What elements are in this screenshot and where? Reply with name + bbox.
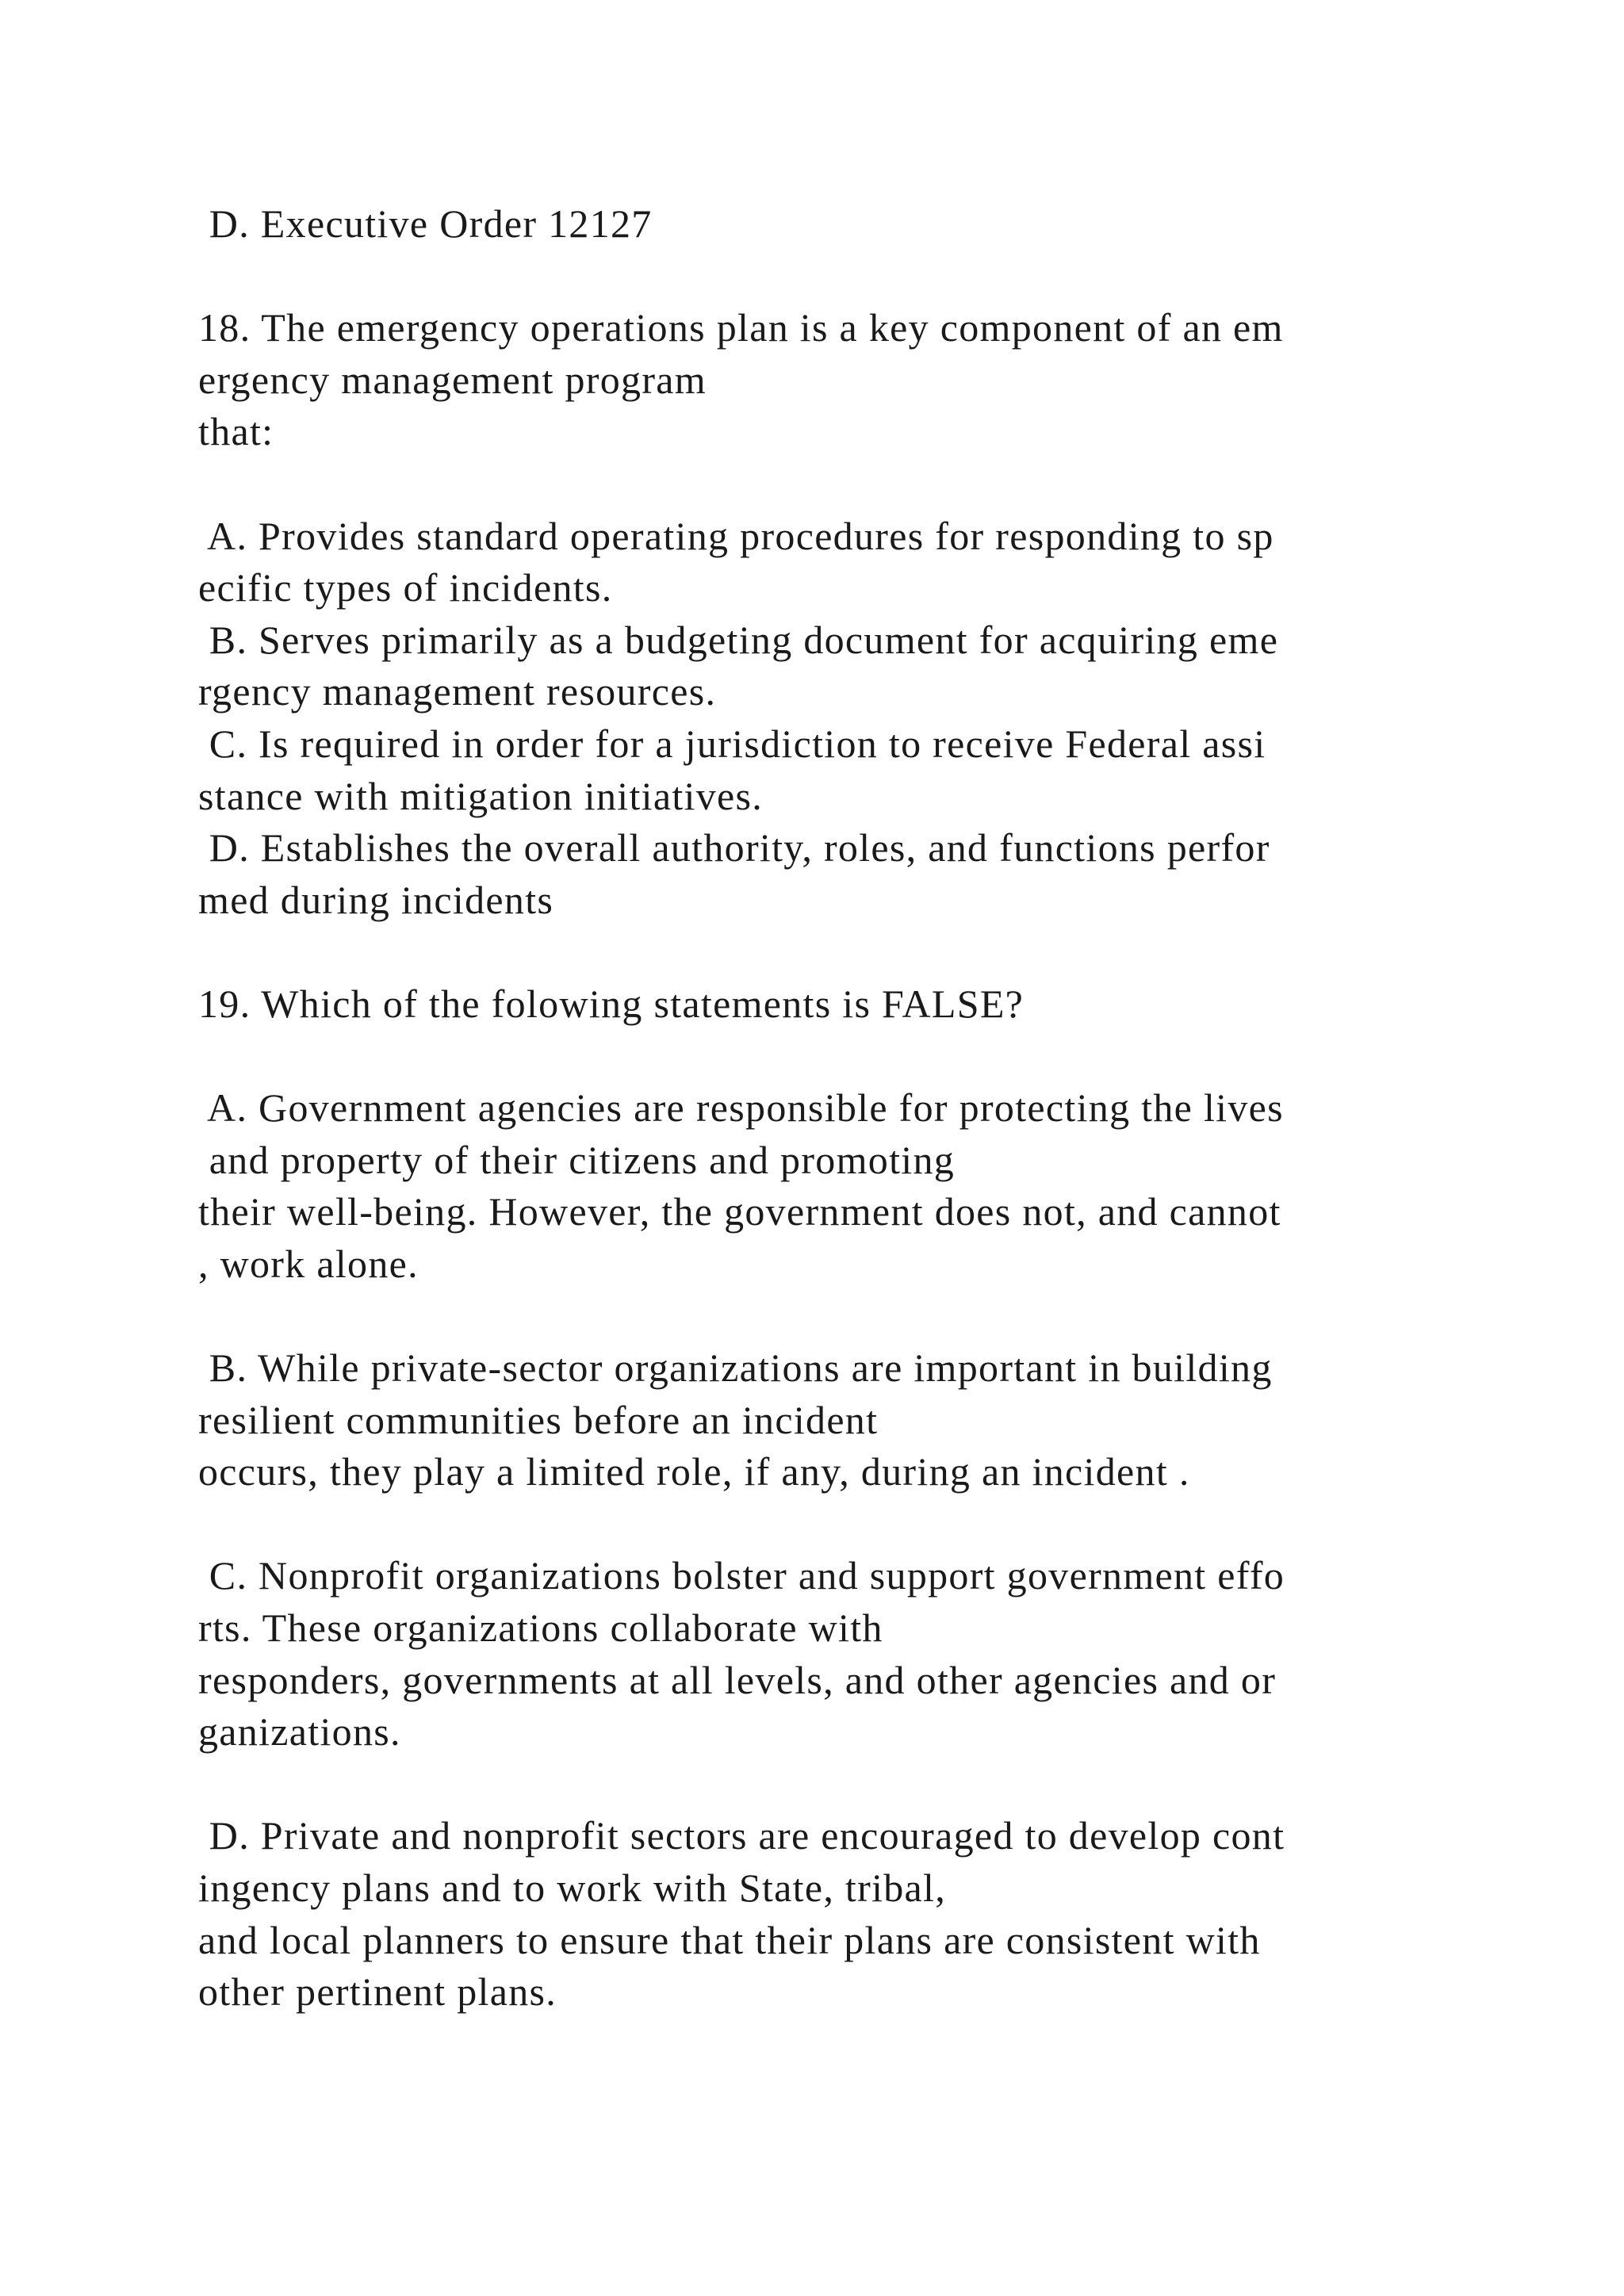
question-19-option-b xyxy=(198,1342,1467,1498)
question-18-option-b xyxy=(198,614,1467,718)
question-18-stem-line: that: xyxy=(198,409,274,454)
spacer xyxy=(198,1031,1467,1083)
option-line: B. Serves primarily as a budgeting document for acquiring eme xyxy=(198,617,1279,662)
option-line: other pertinent plans. xyxy=(198,1969,557,2015)
option-line: ingency plans and to work with State, tribal, xyxy=(198,1866,947,1910)
spacer xyxy=(198,1758,1467,1811)
spacer xyxy=(198,1290,1467,1342)
option-line: D. Establishes the overall authority, roles, and functions perfor xyxy=(198,825,1270,871)
option-line: D. Private and nonprofit sectors are encouraged to develop cont xyxy=(198,1813,1285,1858)
spacer xyxy=(198,926,1467,978)
option-line: rgency management resources. xyxy=(198,669,717,714)
question-19-option-d xyxy=(198,1810,1467,2018)
option-line: med during incidents xyxy=(198,877,554,922)
option-line: ecific types of incidents. xyxy=(198,565,613,610)
question-18-option-c xyxy=(198,718,1467,822)
document-body xyxy=(198,198,1467,2019)
option-line: C. Nonprofit organizations bolster and support government effo xyxy=(198,1553,1285,1598)
question-18-stem xyxy=(198,302,1467,458)
option-line: B. While private-sector organizations are important in building xyxy=(198,1345,1273,1391)
option-line: stance with mitigation initiatives. xyxy=(198,773,764,818)
option-line: C. Is required in order for a jurisdiction to receive Federal assi xyxy=(198,721,1266,766)
option-line: responders, governments at all levels, and other agencies and or xyxy=(198,1657,1277,1702)
spacer xyxy=(198,458,1467,511)
question-19-option-c xyxy=(198,1550,1467,1758)
option-line: A. Provides standard operating procedures for responding to sp xyxy=(198,513,1274,558)
question-19-stem-line: 19. Which of the folowing statements is FALSE? xyxy=(198,981,1025,1026)
option-line: , work alone. xyxy=(198,1241,419,1286)
option-line: ganizations. xyxy=(198,1709,401,1755)
question-18-stem-line: 18. The emergency operations plan is a key component of an em xyxy=(198,305,1284,350)
question-18-option-a xyxy=(198,511,1467,614)
option-line: and local planners to ensure that their plans are consistent with xyxy=(198,1917,1261,1962)
question-19 xyxy=(198,978,1467,2019)
question-19-stem xyxy=(198,978,1467,1031)
option-line: rts. These organizations collaborate with xyxy=(198,1605,883,1651)
question-18 xyxy=(198,302,1467,926)
question-19-option-a xyxy=(198,1082,1467,1290)
option-line: occurs, they play a limited role, if any, during an incident . xyxy=(198,1449,1190,1494)
option-line: their well-being. However, the government does not, and cannot xyxy=(198,1189,1281,1234)
prev-question-option-d: D. Executive Order 12127 xyxy=(198,201,653,246)
option-line: and property of their citizens and promoting xyxy=(198,1137,956,1182)
option-line: resilient communities before an incident xyxy=(198,1397,879,1442)
spacer xyxy=(198,251,1467,303)
question-18-option-d xyxy=(198,822,1467,926)
question-18-stem-line: ergency management program xyxy=(198,357,707,402)
option-line: A. Government agencies are responsible for protecting the lives xyxy=(198,1085,1284,1131)
spacer xyxy=(198,1498,1467,1551)
